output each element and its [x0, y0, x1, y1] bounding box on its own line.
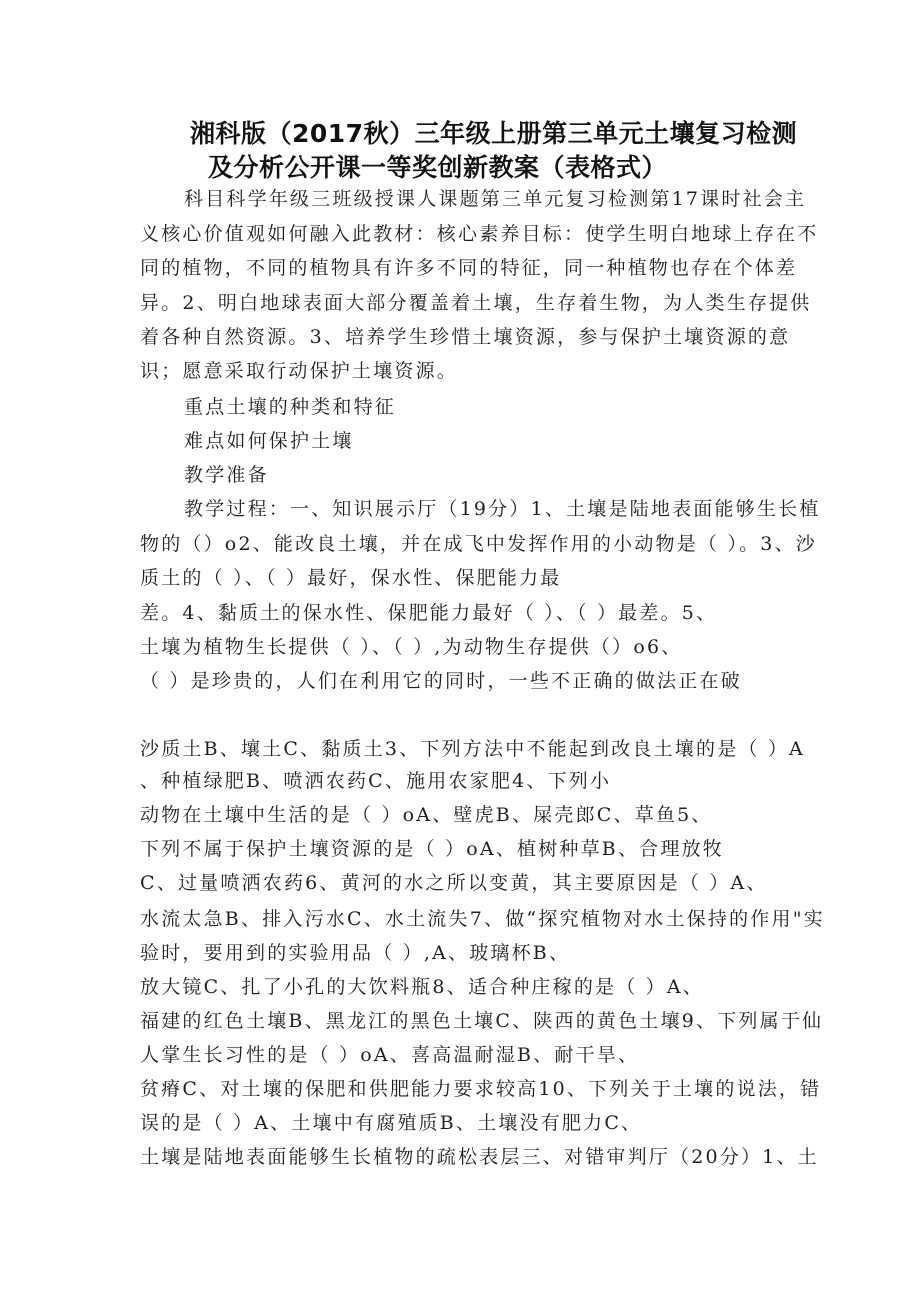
question-line: C、过量喷洒农药6、黄河的水之所以变黄，其主要原因是（ ）A、 [140, 872, 768, 894]
intro-line: 着各种自然资源。3、培养学生珍惜土壤资源，参与保护土壤资源的意 [140, 326, 791, 348]
question-line: 验时，要用到的实验用品（ ）,A、玻璃杯B、 [140, 942, 571, 964]
document-title-line-1: 湘科版（2017秋）三年级上册第三单元土壤复习检测 [190, 119, 798, 148]
process-line: 差。4、黏质土的保水性、保肥能力最好（ ）、（ ）最差。5、 [140, 602, 718, 624]
document-title-line-2: 及分析公开课一等奖创新教案（表格式） [208, 153, 668, 182]
question-line: 下列不属于保护土壤资源的是（ ）oA、植树种草B、合理放牧 [140, 838, 724, 860]
question-line: 贫瘠C、对土壤的保肥和供肥能力要求较高10、下列关于土壤的说法，错 [140, 1078, 822, 1100]
intro-line: 科目科学年级三班级授课人课题第三单元复习检测第17课时社会主 [184, 188, 807, 210]
question-line: 误的是（ ）A、土壤中有腐殖质B、土壤没有肥力C、 [140, 1112, 643, 1134]
process-line: （ ）是珍贵的，人们在利用它的同时，一些不正确的做法正在破 [140, 670, 742, 692]
question-line: 动物在土壤中生活的是（ ）oA、壁虎B、屎壳郎C、草鱼5、 [140, 804, 713, 826]
question-line: 土壤是陆地表面能够生长植物的疏松表层三、对错审判厅（20分）1、土 [140, 1146, 819, 1168]
question-line: 水流太急B、排入污水C、水土流失7、做“探究植物对水土保持的作用"实 [140, 908, 825, 930]
intro-line: 同的植物，不同的植物具有许多不同的特征，同一种植物也存在个体差 [140, 257, 798, 279]
key-point: 重点土壤的种类和特征 [184, 396, 397, 418]
intro-line: 识；愿意采取行动保护土壤资源。 [140, 360, 459, 382]
intro-line: 异。2、明白地球表面大部分覆盖着土壤，生存着生物，为人类生存提供 [140, 292, 812, 314]
process-line: 物的（）o2、能改良土壤，并在成飞中发挥作用的小动物是（ ）。3、沙 [140, 533, 817, 555]
process-line: 土壤为植物生长提供（ ）、（ ）,为动物生存提供（）o6、 [140, 636, 683, 658]
question-line: 人掌生长习性的是（ ）oA、喜高温耐湿B、耐干旱、 [140, 1044, 640, 1066]
question-line: 福建的红色土壤B、黑龙江的黑色土壤C、陕西的黄色土壤9、下列属于仙 [140, 1010, 824, 1032]
difficulty: 难点如何保护土壤 [184, 430, 354, 452]
process-line: 教学过程：一、知识展示厅（19分）1、土壤是陆地表面能够生长植 [184, 498, 821, 520]
question-line: 、种植绿肥B、喷洒农药C、施用农家肥4、下列小 [140, 770, 612, 792]
process-line: 质土的（ ）、（ ）最好，保水性、保肥能力最 [140, 567, 562, 589]
question-line: 放大镜C、扎了小孔的大饮料瓶8、适合种庄稼的是（ ）A、 [140, 976, 704, 998]
preparation: 教学准备 [184, 464, 269, 486]
intro-line: 义核心价值观如何融入此教材：核心素养目标：使学生明白地球上存在不 [140, 223, 819, 245]
question-line: 沙质土B、壤土C、黏质土3、下列方法中不能起到改良土壤的是（ ）A [140, 738, 805, 760]
